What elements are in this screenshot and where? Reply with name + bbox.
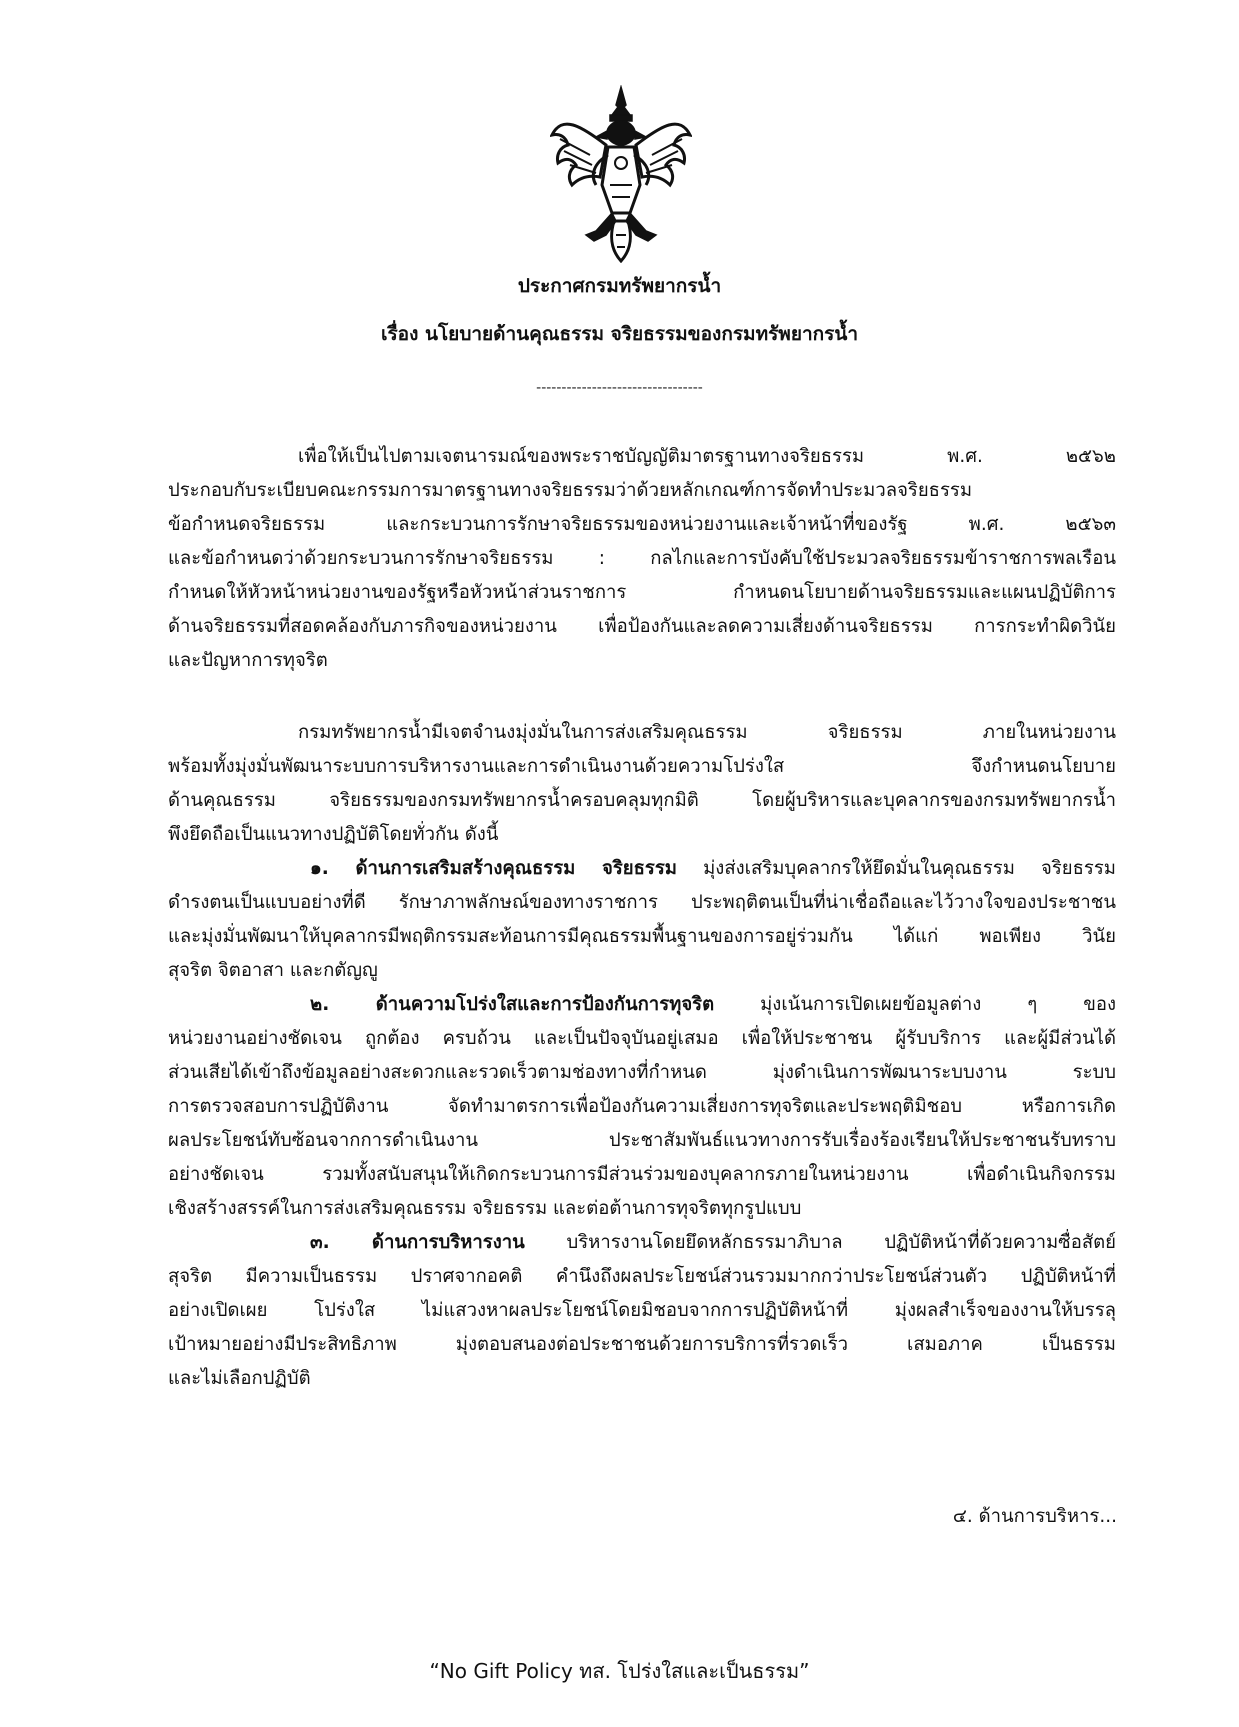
paragraph-policy (168, 716, 1116, 1396)
paragraph-line: อย่างเปิดเผย โปร่งใส ไม่แสวงหาผลประโยชน์โดยมิชอบจากการปฏิบัติหน้าที่ มุ่งผลสำเร็จของงานให้บรรลุ (168, 1300, 1116, 1321)
policy-item-2 (168, 988, 1116, 1022)
paragraph-line: อย่างชัดเจน รวมทั้งสนับสนุนให้เกิดกระบวนการมีส่วนร่วมของบุคลากรภายในหน่วยงาน เพื่อดำเนินกิจกรรม (168, 1164, 1116, 1185)
paragraph-line: ประกอบกับระเบียบคณะกรรมการมาตรฐานทางจริยธรรมว่าด้วยหลักเกณฑ์การจัดทำประมวลจริยธรรม (168, 480, 973, 501)
paragraph-line: เชิงสร้างสรรค์ในการส่งเสริมคุณธรรม จริยธรรม และต่อต้านการทุจริตทุกรูปแบบ (168, 1198, 802, 1219)
footer-slogan: “No Gift Policy ทส. โปร่งใสและเป็นธรรม” (429, 1659, 810, 1683)
garuda-emblem-icon (550, 85, 692, 263)
policy-item-1 (168, 852, 1116, 886)
paragraph-line: ส่วนเสียได้เข้าถึงข้อมูลอย่างสะดวกและรวดเร็วตามช่องทางที่กำหนด มุ่งดำเนินการพัฒนาระบบงาน ระบบ (168, 1062, 1116, 1083)
policy-item-text: บริหารงานโดยยึดหลักธรรมาภิบาล ปฏิบัติหน้าที่ด้วยความซื่อสัตย์ (524, 1232, 1116, 1253)
paragraph-line: และมุ่งมั่นพัฒนาให้บุคลากรมีพฤติกรรมสะท้อนการมีคุณธรรมพื้นฐานของการอยู่ร่วมกัน ได้แก่ พอเพียง วินัย (168, 926, 1116, 947)
paragraph-line: สุจริต มีความเป็นธรรม ปราศจากอคติ คำนึงถึงผลประโยชน์ส่วนรวมมากกว่าประโยชน์ส่วนตัว ปฏิบัติหน้าที่ (168, 1266, 1116, 1287)
paragraph-line: และข้อกำหนดว่าด้วยกระบวนการรักษาจริยธรรม : กลไกและการบังคับใช้ประมวลจริยธรรมข้าราชการพลเรือน (168, 548, 1116, 569)
paragraph-intro (168, 440, 1116, 678)
policy-item-heading: ๓. ด้านการบริหารงาน (310, 1232, 525, 1253)
paragraph-line: และปัญหาการทุจริต (168, 650, 328, 671)
paragraph-line: สุจริต จิตอาสา และกตัญญู (168, 960, 378, 981)
policy-item-3 (168, 1226, 1116, 1260)
paragraph-line: ดำรงตนเป็นแบบอย่างที่ดี รักษาภาพลักษณ์ของทางราชการ ประพฤติตนเป็นที่น่าเชื่อถือและไว้วางใจของประชาชน (168, 892, 1116, 913)
divider: --------------------------------- (536, 380, 703, 396)
paragraph-line: กรมทรัพยากรน้ำมีเจตจำนงมุ่งมั่นในการส่งเสริมคุณธรรม จริยธรรม ภายในหน่วยงาน (298, 722, 1116, 743)
policy-item-text: มุ่งเน้นการเปิดเผยข้อมูลต่าง ๆ ของ (714, 994, 1116, 1015)
paragraph-line: เป้าหมายอย่างมีประสิทธิภาพ มุ่งตอบสนองต่อประชาชนด้วยการบริการที่รวดเร็ว เสมอภาค เป็นธรรม (168, 1334, 1116, 1355)
policy-item-text: มุ่งส่งเสริมบุคลากรให้ยึดมั่นในคุณธรรม จริยธรรม (676, 858, 1116, 879)
paragraph-line: ข้อกำหนดจริยธรรม และกระบวนการรักษาจริยธรรมของหน่วยงานและเจ้าหน้าที่ของรัฐ พ.ศ. ๒๕๖๓ (168, 514, 1116, 535)
paragraph-line: ด้านจริยธรรมที่สอดคล้องกับภารกิจของหน่วยงาน เพื่อป้องกันและลดความเสี่ยงด้านจริยธรรม การกระทำผิดวินัย (168, 616, 1116, 637)
paragraph-line: เพื่อให้เป็นไปตามเจตนารมณ์ของพระราชบัญญัติมาตรฐานทางจริยธรรม พ.ศ. ๒๕๖๒ (298, 446, 1116, 467)
announcement-title: ประกาศกรมทรัพยากรน้ำ (517, 275, 722, 297)
continued-marker: ๔. ด้านการบริหาร... (952, 1506, 1117, 1527)
announcement-subject: เรื่อง นโยบายด้านคุณธรรม จริยธรรมของกรมทรัพยากรน้ำ (380, 323, 858, 345)
paragraph-line: พร้อมทั้งมุ่งมั่นพัฒนาระบบการบริหารงานและการดำเนินงานด้วยความโปร่งใส จึงกำหนดนโยบาย (168, 756, 1116, 777)
paragraph-line: การตรวจสอบการปฏิบัติงาน จัดทำมาตรการเพื่อป้องกันความเสี่ยงการทุจริตและประพฤติมิชอบ หรือการเกิด (168, 1096, 1116, 1117)
policy-item-heading: ๒. ด้านความโปร่งใสและการป้องกันการทุจริต (310, 994, 715, 1015)
paragraph-line: หน่วยงานอย่างชัดเจน ถูกต้อง ครบถ้วน และเป็นปัจจุบันอยู่เสมอ เพื่อให้ประชาชน ผู้รับบริการ และผู้มีส่วนได้ (168, 1028, 1116, 1049)
paragraph-line: ผลประโยชน์ทับซ้อนจากการดำเนินงาน ประชาสัมพันธ์แนวทางการรับเรื่องร้องเรียนให้ประชาชนรับทราบ (168, 1130, 1116, 1151)
paragraph-line: ด้านคุณธรรม จริยธรรมของกรมทรัพยากรน้ำครอบคลุมทุกมิติ โดยผู้บริหารและบุคลากรของกรมทรัพยากรน้ำ (168, 790, 1116, 811)
paragraph-line: และไม่เลือกปฏิบัติ (168, 1368, 311, 1389)
paragraph-line: พึงยึดถือเป็นแนวทางปฏิบัติโดยทั่วกัน ดังนี้ (168, 824, 499, 845)
paragraph-line: กำหนดให้หัวหน้าหน่วยงานของรัฐหรือหัวหน้าส่วนราชการ กำหนดนโยบายด้านจริยธรรมและแผนปฏิบัติการ (168, 582, 1116, 603)
policy-item-heading: ๑. ด้านการเสริมสร้างคุณธรรม จริยธรรม (310, 858, 677, 879)
